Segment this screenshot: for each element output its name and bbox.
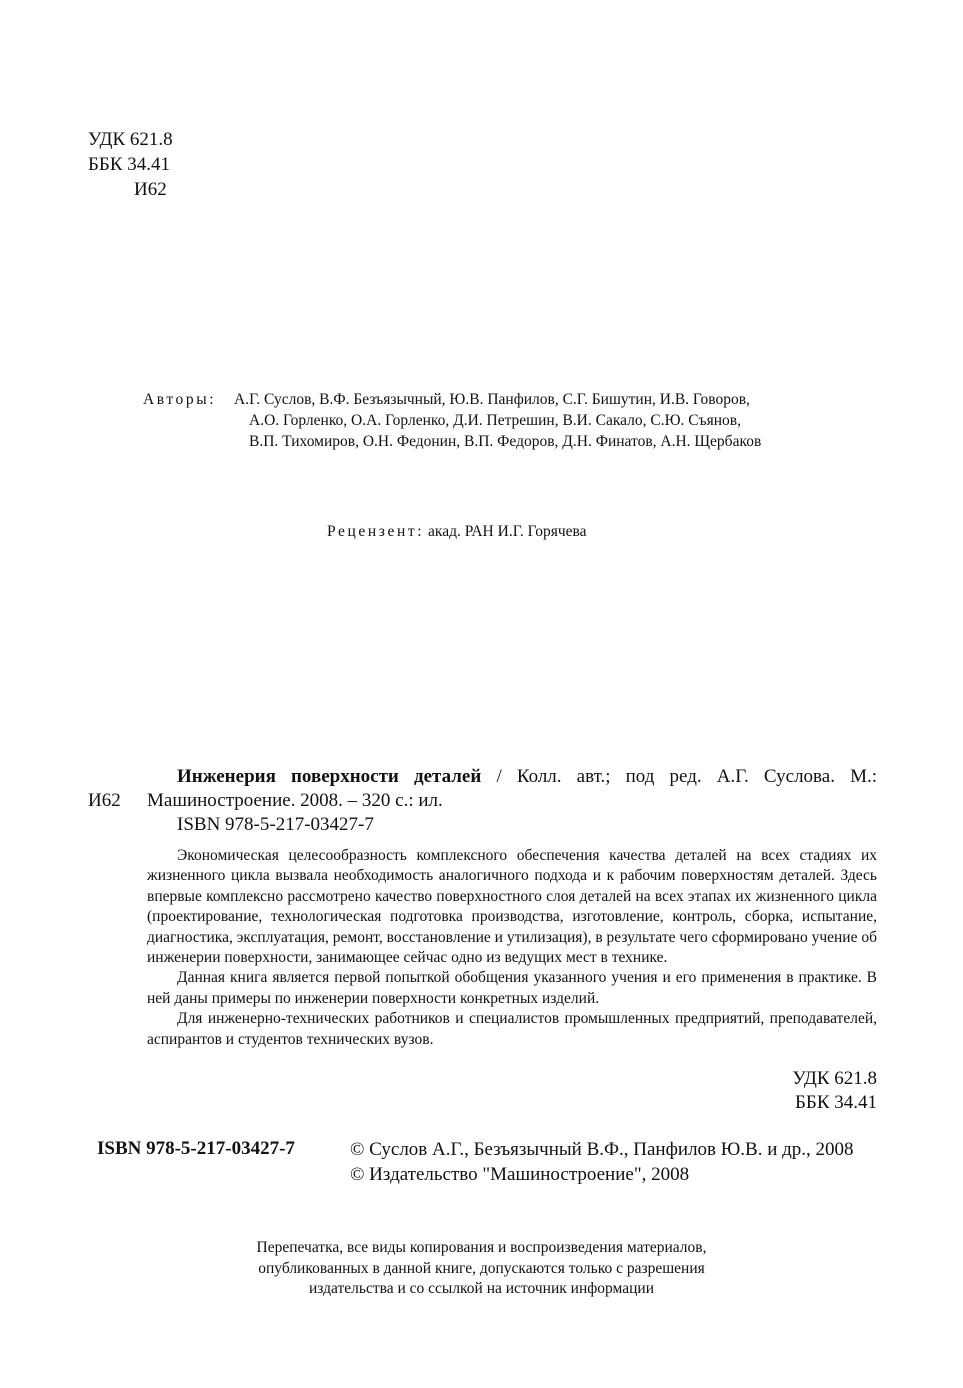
notice-line: опубликованных в данной книге, допускаются только с разрешения	[258, 1259, 705, 1277]
abstract-paragraph: Для инженерно-технических работников и специалистов промышленных предприятий, преподавателей, аспирантов и студентов технических вузов.	[147, 1010, 877, 1048]
title-details: / Колл. авт.; под ред. А.Г. Суслова. М.:	[481, 766, 877, 787]
catalog-isbn: ISBN 978-5-217-03427-7	[177, 814, 374, 835]
footer-codes	[792, 1067, 877, 1115]
abstract-paragraph: Данная книга является первой попыткой обобщения указанного учения и его применения в практике. В ней даны примеры по инженерии поверхности конкретных изделий.	[147, 969, 877, 1007]
authors-list	[234, 389, 761, 452]
footer-bbk: ББК 34.41	[795, 1092, 877, 1113]
authors-label: Авторы:	[143, 391, 217, 408]
bbk-code: ББК 34.41	[88, 154, 170, 175]
author-mark: И62	[134, 179, 167, 200]
book-title: Инженерия поверхности деталей	[177, 766, 482, 787]
reviewer-name: акад. РАН И.Г. Горячева	[428, 523, 587, 540]
imprint-isbn: ISBN 978-5-217-03427-7	[97, 1138, 295, 1159]
footer-udk: УДК 621.8	[792, 1068, 877, 1089]
abstract	[147, 846, 877, 1050]
header-codes	[88, 127, 173, 202]
abstract-paragraph: Экономическая целесообразность комплексного обеспечения качества деталей на всех стадиях их жизненного цикла вызвала необходимость аналогичного подхода и к рабочим поверхностям деталей. Здесь впервые комплексно рассмотрено качество поверхностного слоя деталей на всех этапах их жизненного цикла (проектирование, технологическая подготовка производства, изготовление, контроль, сборка, испытание, диагностика, эксплуатация, ремонт, восстановление и утилизация), в результате чего сформировано учение об инженерии поверхности, занимающее сейчас одно из ведущих мест в технике.	[147, 847, 877, 967]
notice-line: Перепечатка, все виды копирования и воспроизведения материалов,	[256, 1239, 707, 1256]
reviewer-label: Рецензент:	[327, 523, 425, 540]
catalog-publisher-line: Машиностроение. 2008. – 320 с.: ил.	[147, 790, 443, 811]
catalog-code: И62	[88, 790, 121, 811]
catalog-title-line	[177, 765, 877, 789]
copyrights	[350, 1137, 854, 1187]
notice-line: издательства и со ссылкой на источник информации	[308, 1280, 655, 1297]
copyright-authors: © Суслов А.Г., Безъязычный В.Ф., Панфилов Ю.В. и др., 2008	[350, 1139, 854, 1160]
reviewer	[327, 521, 587, 542]
reprint-notice	[0, 1238, 963, 1300]
udk-code: УДК 621.8	[88, 129, 173, 150]
authors-line: А.Г. Суслов, В.Ф. Безъязычный, Ю.В. Панфилов, С.Г. Бишутин, И.В. Говоров,	[234, 391, 750, 408]
authors-line: В.П. Тихомиров, О.Н. Федонин, В.П. Федоров, Д.Н. Финатов, А.Н. Щербаков	[249, 433, 762, 450]
authors-line: А.О. Горленко, О.А. Горленко, Д.И. Петрешин, В.И. Сакало, С.Ю. Съянов,	[249, 412, 741, 429]
copyright-publisher: © Издательство "Машиностроение", 2008	[350, 1164, 690, 1185]
